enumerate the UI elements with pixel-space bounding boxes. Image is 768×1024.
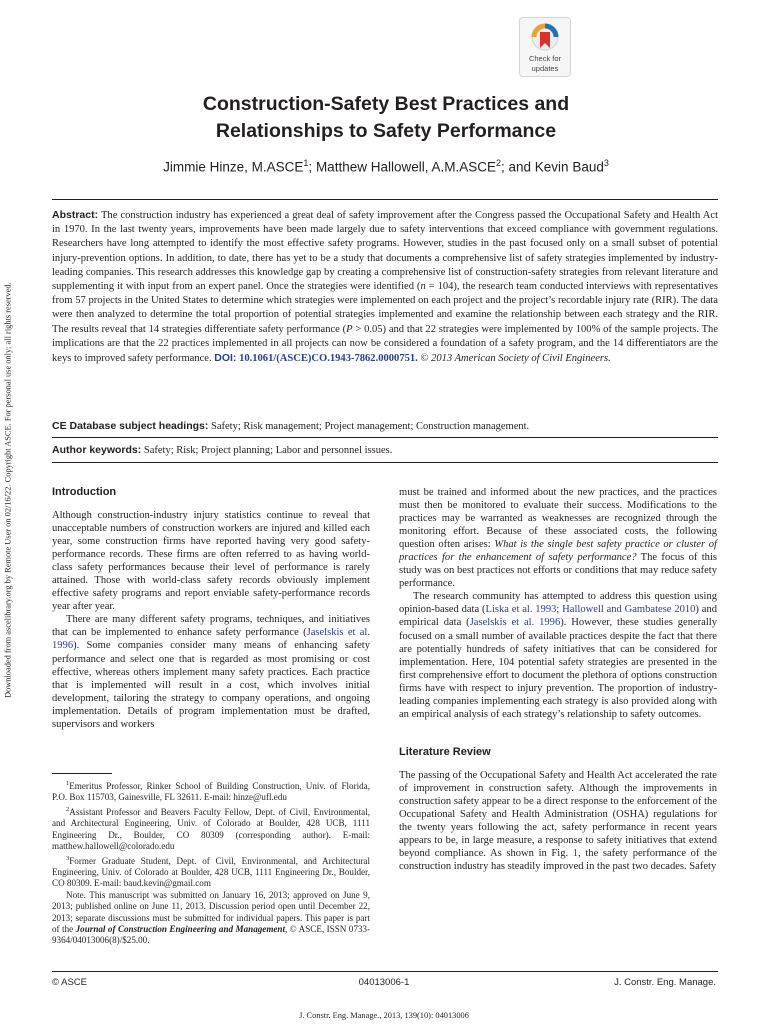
paragraph: There are many different safety programs, techniques, and initiatives that can be implemented to enhance safety performance (Jaselskis et al. 1996). Some companies consider many means of enhancing safety performance and select one that is regarded as most promising or cost effective, whereas others implement many safety practices. Each practice that is implemented will result in a cost, which involves initial development, tailoring the strategy to company operations, and ongoing implementation. Details of program implementation must be drafted, supervisors and workers (52, 614, 370, 730)
paragraph: Although construction-industry injury statistics continue to reveal that unacceptable numbers of construction workers are injured and killed each year, some construction firms have reported having very good safety-performance records. These firms are often referred to as having world-class safety performances because their level of performance is rarely attained. Those with world-class safety records obviously implement effective safety programs and report enviable safety-performance records year after year. (52, 510, 370, 613)
footer-divider (52, 971, 718, 972)
badge-label-2: updates (531, 64, 559, 73)
badge-label-1: Check for (528, 54, 562, 63)
author-name: Matthew Hallowell, A.M.ASCE (315, 159, 496, 175)
footnote-2: $^2$Assistant Professor and Beavers Faculty Fellow, Dept. of Civil, Environmental, and Architectural Engineering, Univ. of Colorado at Boulder, 428 UCB, 1111 Engineering Dr., Boulder, CO 80309 (corresponding author). E-mail: matthew.hallowell@colorado.edu (52, 805, 370, 852)
footer-page-id: 04013006-1 (358, 977, 410, 988)
copyright-note: © 2013 American Society of Civil Engineers. (417, 353, 611, 365)
keywords-label: Author keywords: (52, 444, 142, 456)
ce-headings-value: Safety; Risk management; Project management; Construction management. (208, 421, 530, 432)
doi-label: DOI: (214, 352, 237, 365)
footer-journal: J. Constr. Eng. Manage. (614, 977, 716, 988)
download-notice: Downloaded from ascelibrary.org by Remote User on 02/16/22. Copyright ASCE. For personal use only; all rights reserved. (3, 282, 13, 698)
paragraph: The passing of the Occupational Safety and Health Act accelerated the rate of improvement in construction safety. Although the improvements in construction safety appear to be a direct response to the enforcement of the Occupational Safety and Health Administration (OSHA) regulations for the twenty years following the act, safety performance in recent years appears to be, in large measure, a response to safety initiatives that extend beyond compliance. As shown in Fig. 1, the safety performance of the construction industry has steadily improved in the past two decades. Safety (399, 769, 717, 873)
author-keywords (52, 443, 718, 458)
bookmark-icon (531, 23, 559, 53)
divider (52, 462, 718, 463)
section-heading-literature-review: Literature Review (399, 745, 491, 758)
divider (52, 199, 718, 200)
affiliation-mark: 2 (496, 158, 502, 168)
title-line-2: Relationships to Safety Performance (215, 120, 557, 142)
citation-line: J. Constr. Eng. Manage., 2013, 139(10): 04013006 (299, 1011, 469, 1020)
journal-name: Journal of Construction Engineering and Management (75, 923, 286, 934)
author-name: Kevin Baud (534, 159, 604, 175)
paragraph: must be trained and informed about the new practices, and the practices must then be monitored to evaluate their success. Modifications to the practices may be warranted as weaknesses are recognized through the monitoring effort. Because of these associated costs, the following question often arises: What is the single best safety practice or cluster of practices for the enhancement of safety performance? The focus of this study was on best practices not efforts or conditions that may reduce safety performance. (399, 487, 717, 590)
doi-link[interactable]: 10.1061/(ASCE)CO.1943-7862.0000751. (239, 353, 418, 365)
footnote-1: $^1$Emeritus Professor, Rinker School of Building Construction, Univ. of Florida, P.O. Box 115703, Gainesville, FL 32611. E-mail: hinze@ufl.edu (52, 780, 370, 803)
abstract-label: Abstract: (52, 209, 99, 221)
footnotes (52, 778, 370, 947)
section-heading-introduction: Introduction (52, 486, 117, 498)
citation-link[interactable]: Liska et al. 1993 (485, 604, 557, 616)
title-line-1: Construction-Safety Best Practices and (202, 93, 570, 115)
footnote-3: $^3$Former Graduate Student, Dept. of Civil, Environmental, and Architectural Engineering, Univ. of Colorado at Boulder, 428 UCB, 1111 Engineering Dr., Boulder, CO 80309. E-mail: baud.kevin@gmail.com (52, 854, 370, 889)
citation-link[interactable]: Jaselskis et al. 1996 (52, 627, 370, 652)
citation-link[interactable]: Hallowell and Gambatese 2010 (562, 604, 696, 616)
citation-link[interactable]: Jaselskis et al. 1996 (469, 617, 561, 629)
footer-publisher: © ASCE (52, 977, 87, 988)
left-column (52, 486, 370, 731)
affiliation-mark: 1 (303, 158, 309, 168)
research-question: What is the single best safety practice or cluster of practices for the enhancement of safety performance? (399, 539, 717, 564)
check-for-updates-badge[interactable] (519, 17, 571, 77)
divider (52, 437, 718, 438)
paper-title (60, 91, 712, 145)
ce-subject-headings (52, 419, 718, 434)
right-column (399, 486, 717, 873)
paragraph: The research community has attempted to address this question using opinion-based data (Liska et al. 1993; Hallowell and Gambatese 2010) and empirical data (Jaselskis et al. 1996). However, these studies generally focused on a small number of available practices despite the fact that there are potentially hundreds of safety initiatives that can be considered for implementation. Here, 104 potential safety strategies are presented in the first comprehensive effort to document the plethora of options construction firms have with respect to injury prevention. The proportion of industry-leading companies implementing each strategy is also provided along with an empirical analysis of each strategy’s relationship to safety outcomes. (399, 591, 717, 720)
author-name: Jimmie Hinze, M.ASCE (163, 159, 304, 175)
affiliation-mark: 3 (603, 158, 609, 168)
footnote-divider (52, 773, 112, 774)
keywords-value: Safety; Risk; Project planning; Labor and personnel issues. (141, 445, 393, 456)
author-list: Jimmie Hinze, M.ASCE$^1$; Matthew Hallowell, A.M.ASCE$^2$; and Kevin Baud$^3$ (163, 158, 609, 175)
manuscript-note: Note. This manuscript was submitted on January 16, 2013; approved on June 9, 2013; published online on June 11, 2013. Discussion period open until December 22, 2013; separate discussions must be submitted for individual papers. This paper is part of the Journal of Construction Engineering and Management, © ASCE, ISSN 0733-9364/04013006(8)/$25.00. (52, 889, 371, 946)
figure-link[interactable]: 1 (572, 848, 579, 860)
abstract: Abstract: The construction industry has experienced a great deal of safety improvement after the Congress passed the Occupational Safety and Health Act in 1970. In the last twenty years, improvements have been made largely due to safety interventions that exceed compliance with government regulations. Researchers have long attempted to identify the most effective safety programs. However, studies in the past focused only on a small subset of potential injury-prevention options. In addition, to date, there has yet to be a study that documents a comprehensive list of safety strategies implemented by industry-leading companies. This research addresses this knowledge gap by creating a comprehensive list of construction-safety strategies from relevant literature and supplementing it with input from an expert panel. Once the strategies were identified (n = 104), the research team conducted interviews with representatives from 57 projects in the United States to determine which strategies were implemented on each project and the project’s recordable injury rate (RIR). The data were then analyzed to determine the total proportion of potential strategies implemented and examine the relationship between each strategy and the RIR. The results reveal that 14 strategies differentiate safety performance (P > 0.05) and that 22 strategies were implemented by 100% of the sample projects. The implications are that the 22 practices implemented in all projects can now be considered a foundation of a safety program, and the 14 differentiators are the keys to improved safety performance. DOI: 10.1061/(ASCE)CO.1943-7862.0000751. © 2013 American Society of Civil Engineers. (52, 209, 719, 365)
ce-headings-label: CE Database subject headings: (52, 420, 209, 432)
